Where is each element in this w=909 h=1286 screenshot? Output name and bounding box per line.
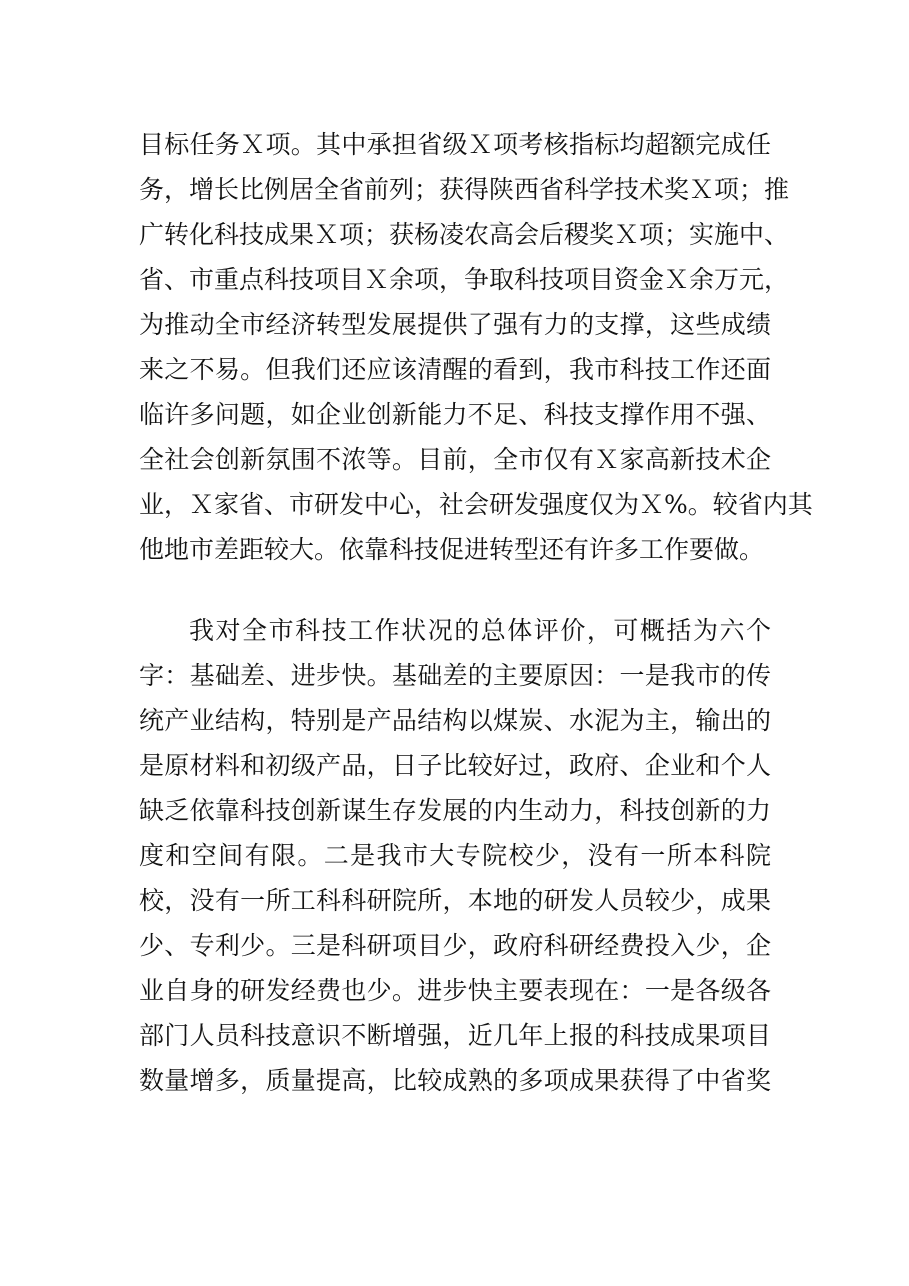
text-line: 临许多问题，如企业创新能力不足、科技支撑作用不强、 <box>139 400 771 429</box>
text-line: 业自身的研发经费也少。进步快主要表现在：一是各级各 <box>139 976 771 1005</box>
text-line: 他地市差距较大。依靠科技促进转型还有许多工作要做。 <box>139 535 765 564</box>
text-line: 度和空间有限。二是我市大专院校少，没有一所本科院 <box>139 841 771 870</box>
text-line: 少、专利少。三是科研项目少，政府科研经费投入少，企 <box>139 931 771 960</box>
text-line: 数量增多，质量提高，比较成熟的多项成果获得了中省奖 <box>139 1066 771 1095</box>
text-line: 缺乏依靠科技创新谋生存发展的内生动力，科技创新的力 <box>139 796 771 825</box>
text-line: 务，增长比例居全省前列；获得陕西省科学技术奖Ｘ项；推 <box>139 175 790 204</box>
text-line: 字：基础差、进步快。基础差的主要原因：一是我市的传 <box>139 661 771 690</box>
text-line: 省、市重点科技项目Ｘ余项，争取科技项目资金Ｘ余万元， <box>139 265 790 294</box>
text-line: 来之不易。但我们还应该清醒的看到，我市科技工作还面 <box>139 355 771 384</box>
text-line: 统产业结构，特别是产品结构以煤炭、水泥为主，输出的 <box>139 706 771 735</box>
text-line: 校，没有一所工科科研院所，本地的研发人员较少，成果 <box>139 886 771 915</box>
text-line: 目标任务Ｘ项。其中承担省级Ｘ项考核指标均超额完成任 <box>139 130 771 159</box>
text-line: 我对全市科技工作状况的总体评价，可概括为六个 <box>189 616 771 645</box>
text-line: 广转化科技成果Ｘ项；获杨凌农高会后稷奖Ｘ项；实施中、 <box>139 220 790 249</box>
text-line: 为推动全市经济转型发展提供了强有力的支撑，这些成绩 <box>139 310 771 339</box>
paragraph-1 <box>139 122 813 572</box>
text-line: 业，Ｘ家省、市研发中心，社会研发强度仅为Ｘ%。较省内其 <box>139 490 813 519</box>
text-line: 是原材料和初级产品，日子比较好过，政府、企业和个人 <box>139 751 771 780</box>
text-line: 部门人员科技意识不断增强，近几年上报的科技成果项目 <box>139 1021 771 1050</box>
paragraph-2 <box>139 608 771 1103</box>
text-line: 全社会创新氛围不浓等。目前，全市仅有Ｘ家高新技术企 <box>139 445 771 474</box>
